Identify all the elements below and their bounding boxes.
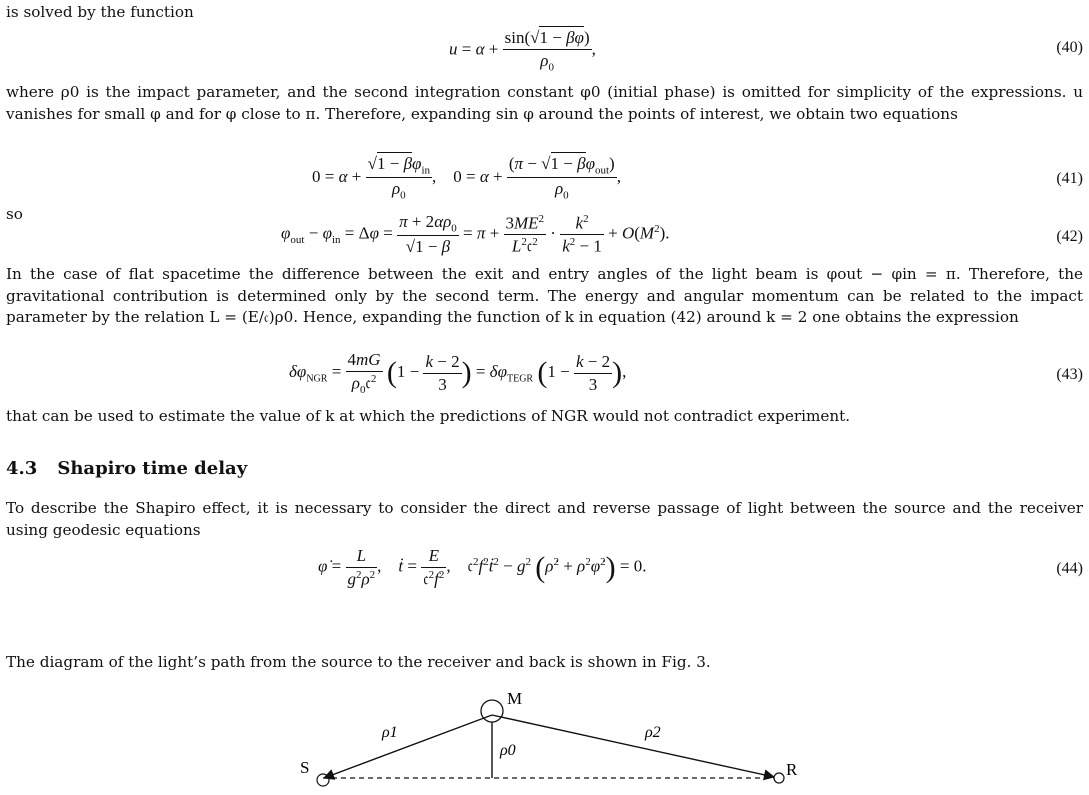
paragraph-intro: is solved by the function <box>6 3 194 21</box>
equation-number: (41) <box>1056 170 1083 187</box>
paragraph-diagram-intro: The diagram of the light’s path from the source to the receiver and back is shown in Fig. 3. <box>6 653 711 671</box>
label-s: S <box>300 758 310 777</box>
section-number: 4.3 <box>6 458 38 479</box>
equation-number: (42) <box>1056 228 1083 245</box>
equation-44: φ̇ = $\frac{L}{g^2\rho^2}$ , ṫ = $\frac{E}{𝔠^2f^2}$ , $𝔠^2f^2ṫ^2 - g^2$ (ρ̇$^2$ + $\rho^2\varphi̇^2) = 0$. (44) <box>318 546 1083 589</box>
label-m: M <box>507 689 523 708</box>
label-rho1: ρ1 <box>382 724 398 741</box>
label-rho0: ρ0 <box>500 742 516 759</box>
equation-40: u = α + $\frac{\sin(√1 - \beta\varphi)}{\rho_0}$ , (40) <box>449 28 1083 74</box>
equation-43: $\delta\varphi_{NGR}$ = $\frac{4mG}{\rho_0𝔠^2}$ (1 − $\frac{k - 2}{3}$ ) = $\delta\varphi_{TEGR}$ (1 − $\frac{k - 2}{3}$ ), (43) <box>289 350 1083 397</box>
equation-number: (43) <box>1056 366 1083 383</box>
receiver-point <box>774 773 784 783</box>
equation-number: (40) <box>1056 39 1083 56</box>
equation-41: 0 = α + $\frac{√1 - \beta\varphi_{in}}{\rho_0}$ , 0 = α + $\frac{(\pi - √1 - \beta\varphi_{out})}{\rho_0}$ , (41) <box>312 154 1083 202</box>
source-point <box>317 774 329 786</box>
label-rho2: ρ2 <box>645 724 661 741</box>
ray-source-to-mass <box>324 715 492 778</box>
paragraph-shapiro: To describe the Shapiro effect, it is necessary to consider the direct and reverse passage of light between the source and the receiver using geodesic equations <box>6 499 1083 539</box>
paragraph-estimate: that can be used to estimate the value of k at which the predictions of NGR would not contradict experiment. <box>6 407 851 425</box>
paragraph-impact: where ρ0 is the impact parameter, and the second integration constant φ0 (initial phase) is omitted for simplicity of the expressions. u vanishes for small φ and for φ close to π. Therefore, expanding sin φ around the points of interest, we obtain two equations <box>6 83 1083 123</box>
equation-42: $\varphi_{out} - \varphi_{in} = \Delta\varphi$ = $\frac{\pi + 2\alpha\rho_0}{√1 - \beta}$ = π + $\frac{3ME^2}{L^2𝔠^2}$ · $\frac{k^2}{k^2 - 1}$ + $O(M^2)$. (42) <box>281 212 1083 257</box>
equation-number: (44) <box>1056 560 1083 577</box>
paragraph-flat-spacetime: In the case of flat spacetime the difference between the exit and entry angles of the light beam is φout − φin = π. Therefore, the gravitational contribution is determined only by the second term. The energy and angular momentum can be related to the impact parameter by the relation L = (E/𝔠)ρ0. Hence, expanding the function of k in equation (42) around k = 2 one obtains the expression <box>6 265 1083 326</box>
section-heading <box>6 458 247 479</box>
ray-mass-to-receiver <box>492 715 774 777</box>
section-title: Shapiro time delay <box>57 458 248 479</box>
label-r: R <box>786 760 798 779</box>
mass-circle <box>481 700 503 722</box>
light-path-diagram <box>290 689 850 795</box>
paragraph-so: so <box>6 205 23 223</box>
